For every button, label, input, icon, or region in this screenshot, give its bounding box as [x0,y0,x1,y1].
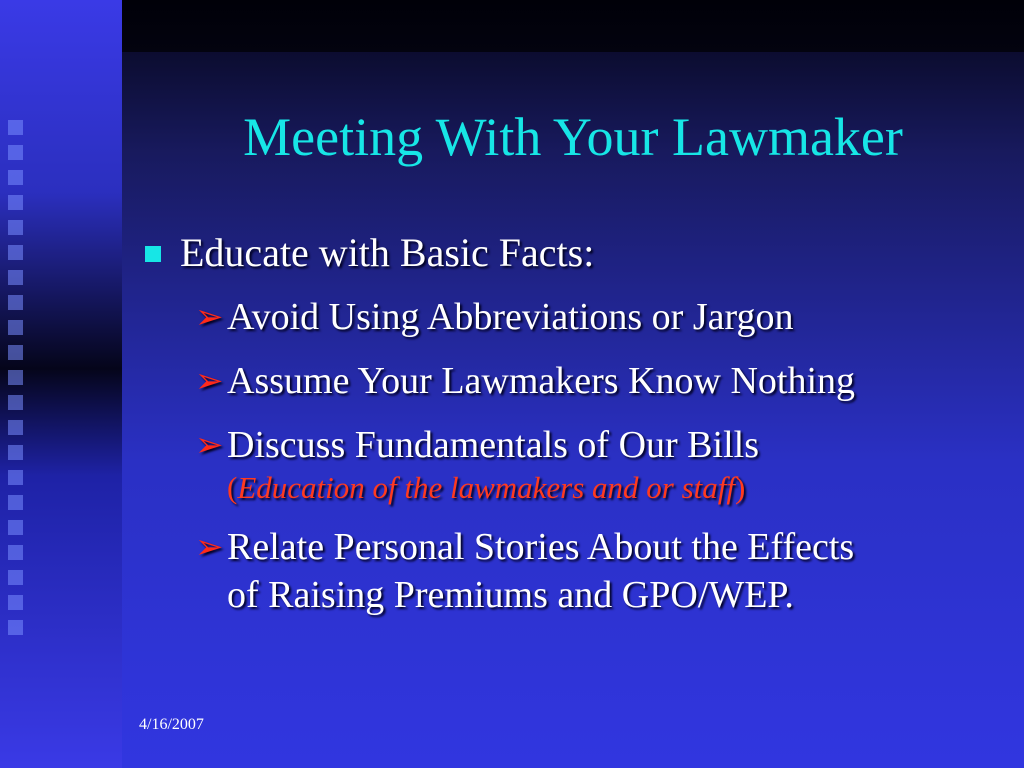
sub-bullet [195,357,1005,405]
decorative-square [8,220,23,235]
top-dark-band [122,0,1024,52]
decorative-square [8,420,23,435]
decorative-square [8,495,23,510]
decorative-square [8,270,23,285]
decorative-square [8,145,23,160]
decorative-square [8,470,23,485]
decorative-square [8,595,23,610]
decorative-square [8,520,23,535]
square-bullet-icon [145,246,161,262]
sub-bullet-text-line-1: Relate Personal Stories About the Effects [227,526,855,568]
arrow-bullet-icon: ➢ [195,527,224,567]
arrow-bullet-icon: ➢ [195,425,224,465]
sub-bullet-note [227,469,1005,507]
decorative-square [8,295,23,310]
arrow-bullet-icon: ➢ [195,297,224,337]
sub-bullet-text: Discuss Fundamentals of Our Bills [227,424,759,466]
sub-bullet-text: Assume Your Lawmakers Know Nothing [227,360,856,402]
note-open-paren: ( [227,470,238,505]
main-bullet-text: Educate with Basic Facts: [180,230,595,275]
main-bullet [145,228,1005,278]
decorative-square [8,170,23,185]
decorative-square [8,370,23,385]
decorative-square [8,245,23,260]
slide-body [145,228,1005,635]
sub-bullet-text-line-2: of Raising Premiums and GPO/WEP. [227,574,794,616]
decorative-square [8,545,23,560]
sub-bullet [195,293,1005,341]
decorative-square [8,445,23,460]
decorative-square [8,620,23,635]
decorative-square [8,120,23,135]
decorative-square [8,570,23,585]
slide-title: Meeting With Your Lawmaker [243,107,903,167]
left-decorative-strip [0,0,122,768]
arrow-bullet-icon: ➢ [195,361,224,401]
decorative-squares [8,120,26,645]
decorative-square [8,195,23,210]
decorative-square [8,345,23,360]
footer-date: 4/16/2007 [139,716,204,733]
note-text: Education of the lawmakers and or staff [237,470,736,505]
sub-bullet [195,523,1005,619]
note-close-paren: ) [735,470,746,505]
sub-bullet-text: Avoid Using Abbreviations or Jargon [227,296,794,338]
sub-bullet [195,421,1005,507]
decorative-square [8,320,23,335]
decorative-square [8,395,23,410]
